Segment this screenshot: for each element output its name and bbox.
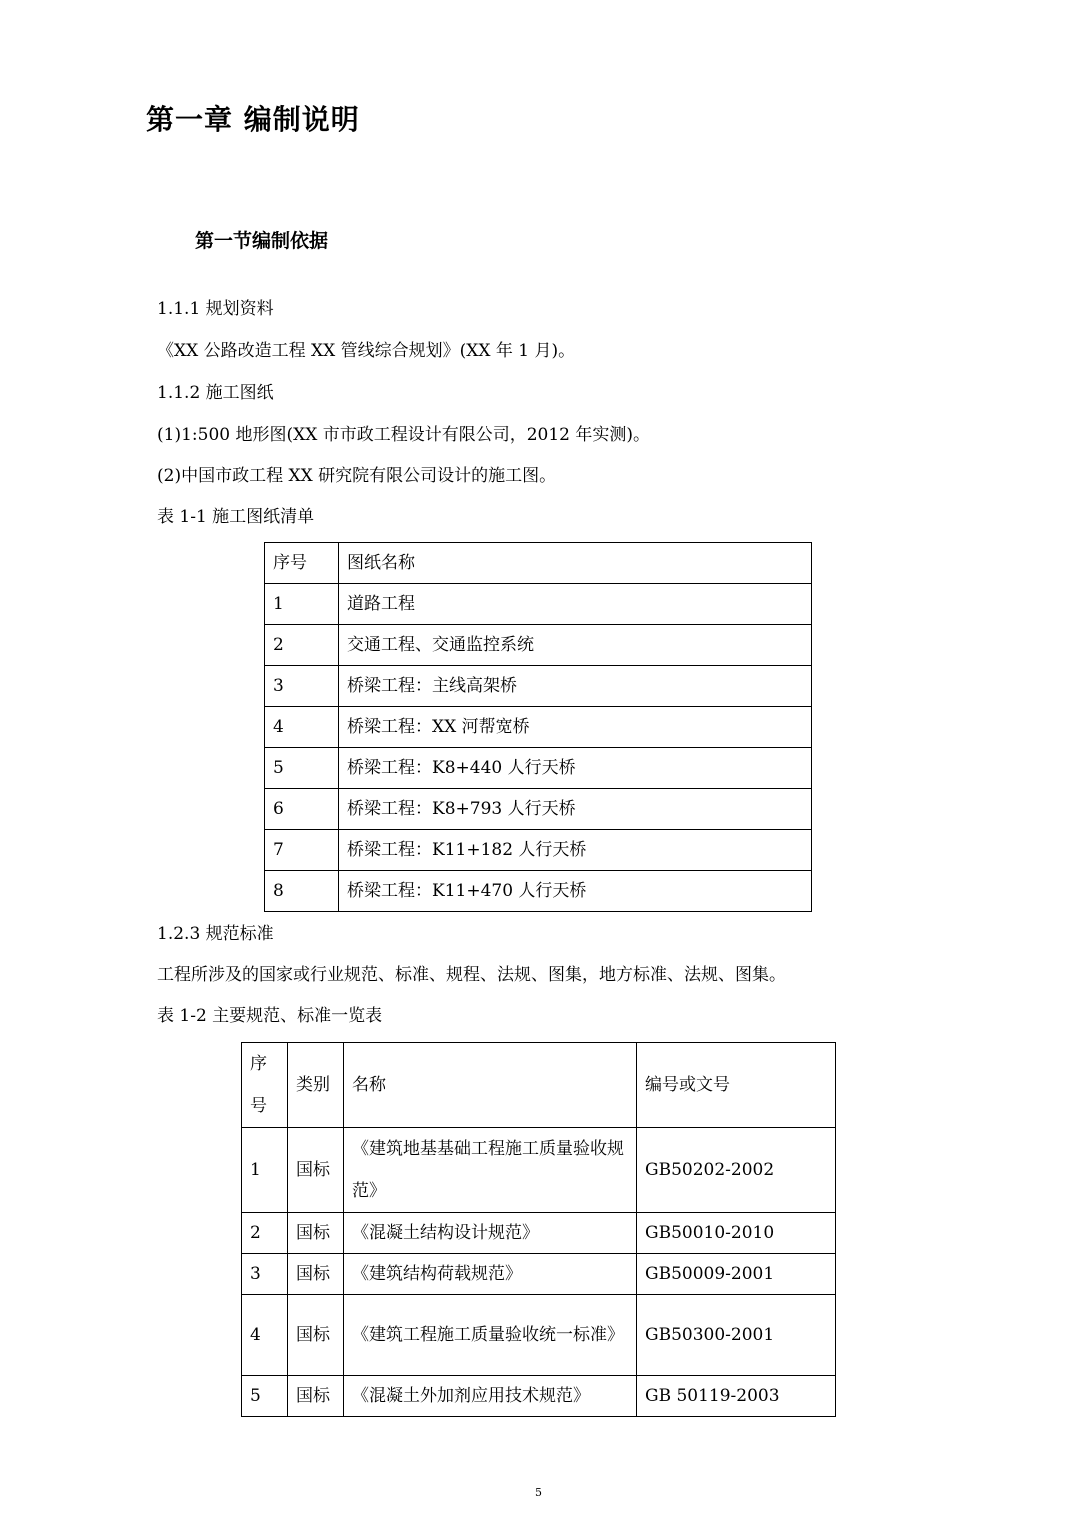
cell-drawing-name: 桥梁工程：K8+793 人行天桥	[339, 789, 812, 830]
cell-standard-code: GB50202-2002	[637, 1128, 836, 1213]
cell-standard-name: 《建筑结构荷载规范》	[344, 1254, 637, 1295]
table-row	[265, 789, 812, 830]
header-seq: 序号	[265, 543, 339, 584]
drawing-list-table	[264, 542, 812, 912]
cell-seq: 1	[265, 584, 339, 625]
section-title: 第一节编制依据	[195, 230, 329, 252]
cell-standard-name: 《混凝土结构设计规范》	[344, 1213, 637, 1254]
cell-drawing-name: 道路工程	[339, 584, 812, 625]
header-category: 类别	[288, 1043, 344, 1128]
cell-category: 国标	[288, 1376, 344, 1417]
cell-drawing-name: 桥梁工程：K11+470 人行天桥	[339, 871, 812, 912]
table-row	[265, 830, 812, 871]
cell-category: 国标	[288, 1213, 344, 1254]
table-row	[265, 871, 812, 912]
table-row	[242, 1295, 836, 1376]
header-name: 名称	[344, 1043, 637, 1128]
cell-drawing-name: 交通工程、交通监控系统	[339, 625, 812, 666]
cell-category: 国标	[288, 1295, 344, 1376]
cell-seq: 3	[265, 666, 339, 707]
cell-drawing-name: 桥梁工程：K11+182 人行天桥	[339, 830, 812, 871]
table-header-row	[265, 543, 812, 584]
drawing-item-construction-drawings: (2)中国市政工程 XX 研究院有限公司设计的施工图。	[157, 466, 557, 486]
cell-seq: 2	[242, 1213, 288, 1254]
table2-caption: 表 1-2 主要规范、标准一览表	[157, 1006, 383, 1026]
table-row	[265, 625, 812, 666]
cell-seq: 5	[265, 748, 339, 789]
cell-drawing-name: 桥梁工程：K8+440 人行天桥	[339, 748, 812, 789]
cell-standard-code: GB50300-2001	[637, 1295, 836, 1376]
chapter-title: 第一章 编制说明	[146, 103, 360, 136]
cell-seq: 6	[265, 789, 339, 830]
heading-construction-drawings: 1.1.2 施工图纸	[157, 383, 274, 403]
header-seq-char: 号	[250, 1096, 267, 1116]
page-number: 5	[535, 1486, 542, 1499]
cell-category: 国标	[288, 1254, 344, 1295]
table-row	[265, 707, 812, 748]
table-row	[242, 1128, 836, 1213]
table-header-row	[242, 1043, 836, 1128]
standards-description: 工程所涉及的国家或行业规范、标准、规程、法规、图集，地方标准、法规、图集。	[157, 965, 786, 985]
cell-seq: 3	[242, 1254, 288, 1295]
cell-seq: 5	[242, 1376, 288, 1417]
cell-seq: 2	[265, 625, 339, 666]
cell-seq: 7	[265, 830, 339, 871]
cell-standard-name: 《混凝土外加剂应用技术规范》	[344, 1376, 637, 1417]
table-row	[242, 1254, 836, 1295]
header-seq	[242, 1043, 288, 1128]
table1-caption: 表 1-1 施工图纸清单	[157, 507, 315, 527]
header-seq-char: 序	[250, 1054, 267, 1074]
cell-category: 国标	[288, 1128, 344, 1213]
header-code: 编号或文号	[637, 1043, 836, 1128]
heading-standards: 1.2.3 规范标准	[157, 924, 274, 944]
heading-planning-materials: 1.1.1 规划资料	[157, 299, 274, 319]
table-row	[265, 584, 812, 625]
cell-seq: 4	[242, 1295, 288, 1376]
cell-seq: 8	[265, 871, 339, 912]
header-drawing-name: 图纸名称	[339, 543, 812, 584]
cell-seq: 4	[265, 707, 339, 748]
table-row	[242, 1213, 836, 1254]
cell-drawing-name: 桥梁工程：主线高架桥	[339, 666, 812, 707]
cell-standard-name: 《建筑工程施工质量验收统一标准》	[344, 1295, 637, 1376]
planning-document-reference: 《XX 公路改造工程 XX 管线综合规划》(XX 年 1 月)。	[157, 341, 576, 361]
table-row	[242, 1376, 836, 1417]
standards-table	[241, 1042, 836, 1417]
cell-standard-code: GB 50119-2003	[637, 1376, 836, 1417]
table-row	[265, 666, 812, 707]
drawing-item-topographic-map: (1)1:500 地形图(XX 市市政工程设计有限公司，2012 年实测)。	[157, 425, 651, 445]
cell-drawing-name: 桥梁工程：XX 河帮宽桥	[339, 707, 812, 748]
table-row	[265, 748, 812, 789]
cell-standard-code: GB50010-2010	[637, 1213, 836, 1254]
cell-standard-name: 《建筑地基基础工程施工质量验收规范》	[344, 1128, 637, 1213]
cell-standard-code: GB50009-2001	[637, 1254, 836, 1295]
cell-seq: 1	[242, 1128, 288, 1213]
